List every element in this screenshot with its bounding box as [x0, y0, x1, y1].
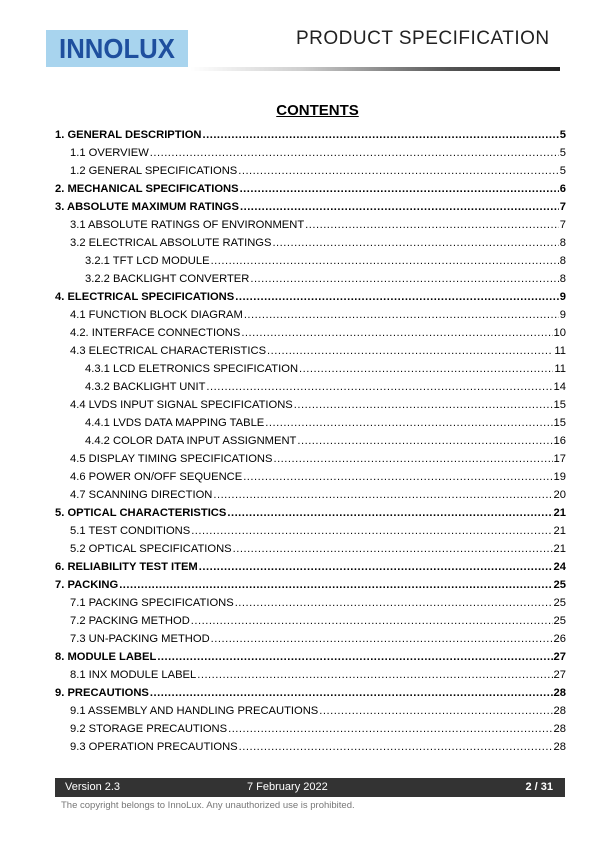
- toc-entry[interactable]: [55, 183, 566, 201]
- toc-leader-dots: [211, 255, 559, 267]
- toc-entry-page: 6: [559, 183, 566, 195]
- toc-entry-label: 4.3 ELECTRICAL CHARACTERISTICS: [70, 345, 267, 357]
- toc-leader-dots: [267, 345, 553, 357]
- toc-entry-label: 4.3.2 BACKLIGHT UNIT: [85, 381, 206, 393]
- toc-entry-label: 3.1 ABSOLUTE RATINGS OF ENVIRONMENT: [70, 219, 305, 231]
- toc-entry-label: 8. MODULE LABEL: [55, 651, 157, 663]
- toc-entry-label: 4.4 LVDS INPUT SIGNAL SPECIFICATIONS: [70, 399, 293, 411]
- toc-leader-dots: [233, 543, 553, 555]
- toc-entry-label: 5.1 TEST CONDITIONS: [70, 525, 191, 537]
- toc-entry-label: 9. PRECAUTIONS: [55, 687, 149, 699]
- toc-entry-label: 4.5 DISPLAY TIMING SPECIFICATIONS: [70, 453, 273, 465]
- toc-entry[interactable]: [55, 633, 566, 651]
- toc-leader-dots: [244, 309, 559, 321]
- toc-entry[interactable]: [55, 705, 566, 723]
- toc-entry-page: 7: [559, 219, 566, 231]
- toc-entry[interactable]: [55, 453, 566, 471]
- footer-date: 7 February 2022: [247, 781, 328, 793]
- toc-leader-dots: [211, 633, 553, 645]
- toc-leader-dots: [199, 561, 553, 573]
- toc-leader-dots: [241, 327, 552, 339]
- toc-leader-dots: [265, 417, 552, 429]
- toc-entry[interactable]: [55, 417, 566, 435]
- toc-entry[interactable]: [55, 399, 566, 417]
- toc-entry-page: 5: [559, 165, 566, 177]
- toc-leader-dots: [206, 381, 552, 393]
- toc-entry-label: 3.2.1 TFT LCD MODULE: [85, 255, 210, 267]
- toc-entry-label: 7.3 UN-PACKING METHOD: [70, 633, 210, 645]
- toc-entry-page: 8: [559, 237, 566, 249]
- toc-leader-dots: [191, 525, 552, 537]
- toc-entry-label: 4. ELECTRICAL SPECIFICATIONS: [55, 291, 235, 303]
- header-title: PRODUCT SPECIFICATION: [296, 28, 550, 49]
- toc-entry-page: 26: [553, 633, 566, 645]
- toc-entry[interactable]: [55, 579, 566, 597]
- toc-entry-page: 14: [553, 381, 566, 393]
- toc-entry-page: 5: [559, 147, 566, 159]
- toc-entry[interactable]: [55, 165, 566, 183]
- toc-leader-dots: [157, 651, 552, 663]
- toc-entry-page: 8: [559, 255, 566, 267]
- contents-title: CONTENTS: [276, 102, 359, 119]
- toc-entry-label: 4.6 POWER ON/OFF SEQUENCE: [70, 471, 243, 483]
- toc-entry[interactable]: [55, 543, 566, 561]
- toc-entry-page: 8: [559, 273, 566, 285]
- toc-entry-label: 2. MECHANICAL SPECIFICATIONS: [55, 183, 239, 195]
- toc-leader-dots: [213, 489, 552, 501]
- toc-entry[interactable]: [55, 381, 566, 399]
- toc-entry-label: 9.2 STORAGE PRECAUTIONS: [70, 723, 228, 735]
- toc-entry[interactable]: [55, 255, 566, 273]
- table-of-contents: [55, 129, 566, 759]
- toc-entry-page: 27: [553, 669, 566, 681]
- toc-entry-page: 21: [553, 543, 566, 555]
- toc-entry-label: 3.2 ELECTRICAL ABSOLUTE RATINGS: [70, 237, 272, 249]
- toc-entry-page: 24: [553, 561, 566, 573]
- toc-entry[interactable]: [55, 507, 566, 525]
- toc-leader-dots: [272, 237, 558, 249]
- toc-entry-page: 11: [554, 363, 566, 375]
- toc-entry[interactable]: [55, 309, 566, 327]
- toc-entry-label: 9.1 ASSEMBLY AND HANDLING PRECAUTIONS: [70, 705, 319, 717]
- toc-entry[interactable]: [55, 669, 566, 687]
- toc-entry[interactable]: [55, 291, 566, 309]
- toc-entry-label: 3.2.2 BACKLIGHT CONVERTER: [85, 273, 250, 285]
- toc-entry-label: 7.1 PACKING SPECIFICATIONS: [70, 597, 234, 609]
- toc-entry-label: 5.2 OPTICAL SPECIFICATIONS: [70, 543, 232, 555]
- toc-leader-dots: [299, 363, 553, 375]
- toc-entry-page: 28: [553, 723, 566, 735]
- toc-leader-dots: [294, 399, 553, 411]
- toc-entry-label: 1. GENERAL DESCRIPTION: [55, 129, 202, 141]
- toc-entry-page: 16: [553, 435, 566, 447]
- toc-entry-label: 7.2 PACKING METHOD: [70, 615, 190, 627]
- toc-entry[interactable]: [55, 471, 566, 489]
- toc-leader-dots: [239, 741, 553, 753]
- toc-entry-page: 28: [553, 705, 566, 717]
- toc-leader-dots: [191, 615, 553, 627]
- toc-entry[interactable]: [55, 219, 566, 237]
- toc-entry-label: 4.4.2 COLOR DATA INPUT ASSIGNMENT: [85, 435, 297, 447]
- header-divider: [190, 67, 560, 71]
- toc-leader-dots: [273, 453, 552, 465]
- toc-entry-label: 8.1 INX MODULE LABEL: [70, 669, 197, 681]
- toc-leader-dots: [150, 687, 553, 699]
- toc-entry[interactable]: [55, 237, 566, 255]
- toc-entry-label: 1.1 OVERVIEW: [70, 147, 149, 159]
- toc-leader-dots: [305, 219, 559, 231]
- toc-leader-dots: [228, 723, 552, 735]
- toc-entry-page: 17: [553, 453, 566, 465]
- toc-entry-page: 28: [553, 687, 566, 699]
- toc-leader-dots: [240, 201, 559, 213]
- toc-leader-dots: [240, 183, 559, 195]
- toc-entry[interactable]: [55, 147, 566, 165]
- toc-entry-label: 4.4.1 LVDS DATA MAPPING TABLE: [85, 417, 265, 429]
- toc-leader-dots: [235, 291, 559, 303]
- toc-entry[interactable]: [55, 435, 566, 453]
- toc-entry-page: 10: [553, 327, 566, 339]
- copyright-notice: The copyright belongs to InnoLux. Any unauthorized use is prohibited.: [61, 800, 355, 811]
- toc-entry-page: 27: [553, 651, 566, 663]
- toc-entry-label: 4.1 FUNCTION BLOCK DIAGRAM: [70, 309, 243, 321]
- toc-leader-dots: [238, 165, 559, 177]
- toc-entry[interactable]: [55, 327, 566, 345]
- toc-entry-label: 9.3 OPERATION PRECAUTIONS: [70, 741, 238, 753]
- toc-entry-page: 11: [554, 345, 566, 357]
- innolux-logo: [46, 30, 188, 67]
- logo-text: INNOLUX: [59, 32, 175, 64]
- toc-entry-page: 9: [559, 309, 566, 321]
- toc-entry[interactable]: [55, 201, 566, 219]
- toc-entry-page: 7: [559, 201, 566, 213]
- toc-leader-dots: [297, 435, 552, 447]
- toc-entry-page: 9: [559, 291, 566, 303]
- toc-entry[interactable]: [55, 345, 566, 363]
- toc-entry[interactable]: [55, 723, 566, 741]
- footer-version: Version 2.3: [65, 781, 121, 793]
- toc-entry-label: 4.7 SCANNING DIRECTION: [70, 489, 213, 501]
- toc-entry-page: 20: [553, 489, 566, 501]
- toc-entry-page: 19: [553, 471, 566, 483]
- toc-entry-label: 7. PACKING: [55, 579, 119, 591]
- toc-leader-dots: [197, 669, 552, 681]
- footer-bar: [55, 778, 565, 797]
- toc-leader-dots: [243, 471, 552, 483]
- toc-entry[interactable]: [55, 597, 566, 615]
- toc-entry-page: 21: [553, 507, 566, 519]
- toc-leader-dots: [119, 579, 552, 591]
- toc-entry-label: 3. ABSOLUTE MAXIMUM RATINGS: [55, 201, 239, 213]
- toc-entry[interactable]: [55, 525, 566, 543]
- toc-entry[interactable]: [55, 273, 566, 291]
- toc-entry-page: 25: [553, 615, 566, 627]
- toc-entry-page: 28: [553, 741, 566, 753]
- toc-leader-dots: [227, 507, 552, 519]
- toc-leader-dots: [235, 597, 553, 609]
- footer-page-number: 2 / 31: [525, 781, 553, 793]
- toc-entry[interactable]: [55, 687, 566, 705]
- toc-entry[interactable]: [55, 129, 566, 147]
- toc-entry-page: 25: [553, 579, 566, 591]
- toc-entry[interactable]: [55, 363, 566, 381]
- toc-entry-label: 4.3.1 LCD ELETRONICS SPECIFICATION: [85, 363, 299, 375]
- toc-entry-label: 4.2. INTERFACE CONNECTIONS: [70, 327, 241, 339]
- toc-entry[interactable]: [55, 561, 566, 579]
- toc-entry-page: 15: [553, 417, 566, 429]
- toc-entry-label: 5. OPTICAL CHARACTERISTICS: [55, 507, 227, 519]
- toc-entry[interactable]: [55, 615, 566, 633]
- toc-entry[interactable]: [55, 489, 566, 507]
- toc-entry-label: 6. RELIABILITY TEST ITEM: [55, 561, 198, 573]
- toc-entry-label: 1.2 GENERAL SPECIFICATIONS: [70, 165, 238, 177]
- toc-entry[interactable]: [55, 651, 566, 669]
- toc-entry-page: 5: [559, 129, 566, 141]
- toc-leader-dots: [250, 273, 558, 285]
- toc-entry-page: 25: [553, 597, 566, 609]
- toc-entry[interactable]: [55, 741, 566, 759]
- toc-entry-page: 21: [553, 525, 566, 537]
- toc-leader-dots: [319, 705, 552, 717]
- toc-entry-page: 15: [553, 399, 566, 411]
- toc-leader-dots: [150, 147, 559, 159]
- toc-leader-dots: [203, 129, 559, 141]
